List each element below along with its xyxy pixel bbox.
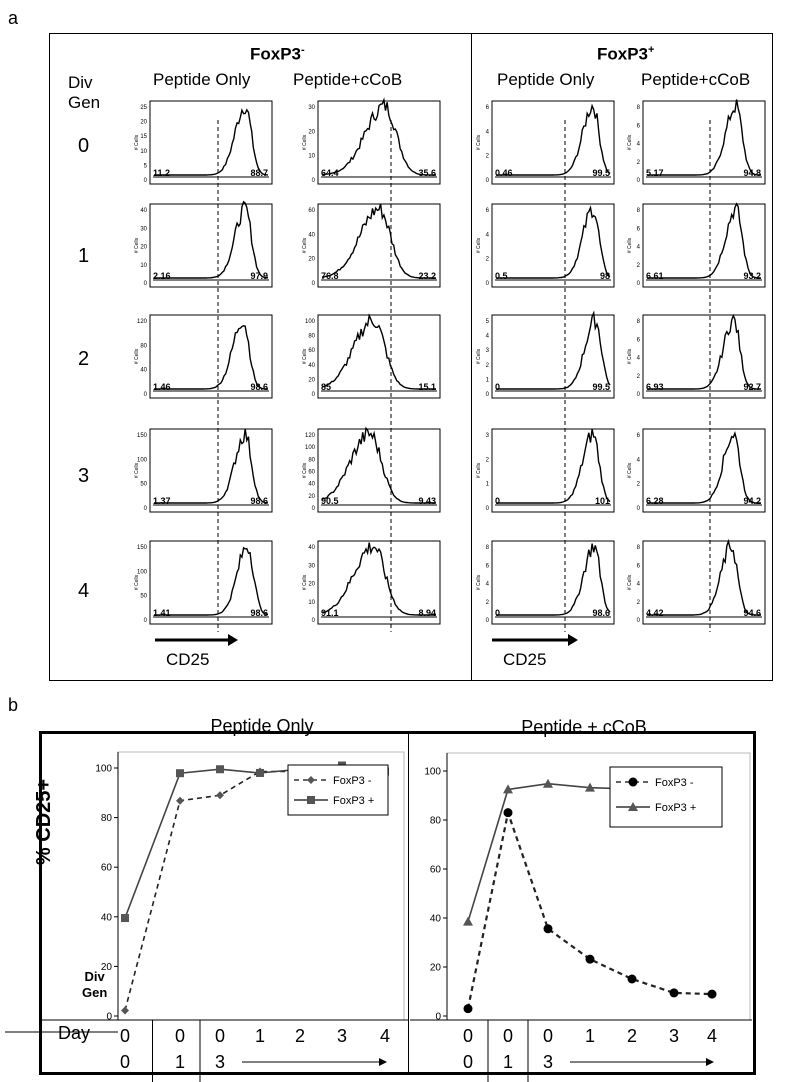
row-label-4: 4: [78, 580, 90, 602]
histogram-ytick: 8: [636, 208, 640, 214]
bottom-gen-label: Gen: [82, 985, 108, 1000]
histogram-ytick: 80: [308, 457, 315, 464]
panel-b-letter: b: [8, 695, 19, 715]
histogram-ytick: 0: [143, 392, 147, 398]
histogram-ytick: 8: [636, 105, 640, 111]
legend-label: FoxP3 +: [655, 802, 697, 814]
histogram-ytick: 4: [485, 581, 489, 588]
histogram-4-3: [627, 541, 765, 624]
histogram-right-pct: 98.6: [250, 496, 268, 506]
line-chart-layer: [5, 716, 752, 1082]
histogram-2-1: [302, 315, 440, 398]
histogram-right-pct: 99.5: [592, 382, 610, 392]
day-value: 3: [542, 1052, 554, 1072]
histogram-ytick: 0: [311, 618, 315, 624]
histogram-ytick: 60: [308, 348, 315, 355]
histogram-ytick: 100: [304, 445, 315, 452]
histogram-ytick: 8: [636, 319, 640, 325]
histogram-ytick: 0: [636, 618, 640, 624]
histogram-left-pct: 1.46: [153, 382, 171, 392]
day-arrow-head: [706, 1058, 714, 1066]
gen-value: 2: [294, 1026, 306, 1046]
legend-label: FoxP3 +: [333, 795, 375, 807]
histogram-ytick: 0: [485, 618, 489, 624]
histogram-ytick: 2: [636, 373, 640, 380]
histogram-4-1: [302, 541, 440, 624]
histogram-ytick: 4: [485, 129, 489, 136]
histogram-ytick: 120: [304, 433, 315, 439]
gen-value: 0: [462, 1026, 474, 1046]
day-value: 0: [462, 1052, 474, 1072]
histogram-ytick: 1: [485, 481, 489, 488]
histogram-curve: [647, 100, 761, 176]
histogram-ytick: 60: [308, 208, 315, 214]
y-tick-label: 60: [100, 862, 112, 874]
histogram-3-3: [627, 429, 765, 512]
gen-value: 0: [174, 1026, 186, 1046]
histogram-ytick: 4: [636, 355, 640, 362]
data-point: [216, 791, 224, 799]
histogram-ytick: 0: [311, 506, 315, 512]
data-point: [176, 797, 184, 805]
histogram-ytick: 3: [485, 433, 489, 439]
histogram-ytick: 3: [485, 348, 489, 355]
y-tick-label: 20: [100, 961, 112, 973]
histogram-curve: [496, 429, 610, 503]
histogram-left-pct: 4.42: [646, 608, 664, 618]
histogram-0-2: [476, 101, 614, 184]
histogram-ytick: 30: [308, 563, 315, 570]
data-point: [504, 808, 513, 817]
histogram-right-pct: 35.6: [418, 168, 436, 178]
histogram-ytick: 0: [636, 178, 640, 184]
histogram-curve: [647, 541, 761, 615]
histogram-left-pct: 1.41: [153, 608, 171, 618]
histogram-ytick: 4: [485, 232, 489, 239]
histogram-ytick: 0: [485, 506, 489, 512]
histogram-left-pct: 5.17: [646, 168, 664, 178]
histogram-ytick: 2: [485, 256, 489, 263]
histogram-right-pct: 94.8: [743, 168, 761, 178]
foxp3-neg-sup: -: [301, 44, 305, 56]
histogram-ytick: 0: [636, 506, 640, 512]
histogram-ytick: 10: [308, 599, 315, 606]
histogram-right-pct: 92.7: [743, 382, 761, 392]
histogram-4-0: [134, 541, 272, 624]
legend: [610, 767, 722, 827]
histogram-ytick: 6: [636, 563, 640, 570]
histogram-left-pct: 76.8: [321, 271, 339, 281]
histogram-ytick: 2: [636, 599, 640, 606]
histogram-right-pct: 94.2: [743, 496, 761, 506]
histogram-ylabel: # Cells: [302, 574, 308, 591]
histogram-ytick: 100: [136, 569, 147, 576]
histogram-ytick: 20: [308, 581, 315, 588]
histogram-ytick: 0: [485, 281, 489, 287]
histogram-ylabel: # Cells: [134, 348, 140, 365]
foxp3-neg-label: FoxP3: [250, 44, 302, 64]
histogram-ytick: 2: [485, 457, 489, 464]
histogram-curve: [647, 433, 761, 503]
row-label-2: 2: [78, 348, 90, 370]
histogram-curve: [154, 326, 268, 389]
y-tick-label: 20: [429, 962, 441, 974]
data-point: [176, 769, 184, 777]
gen-value: 3: [668, 1026, 680, 1046]
histogram-left-pct: 2.16: [153, 271, 171, 281]
histogram-curve: [322, 100, 436, 175]
histogram-left-pct: 0: [495, 608, 501, 618]
histogram-curve: [154, 548, 268, 615]
histogram-ytick: 2: [636, 262, 640, 269]
histogram-ylabel: # Cells: [302, 237, 308, 254]
histogram-curve: [322, 428, 436, 503]
histogram-ytick: 80: [308, 333, 315, 340]
histogram-curve: [322, 316, 436, 389]
histogram-left-pct: 6.61: [646, 271, 664, 281]
histogram-ytick: 2: [485, 362, 489, 369]
histogram-ytick: 4: [636, 457, 640, 464]
histogram-right-pct: 98.6: [250, 382, 268, 392]
histogram-1-3: [627, 204, 765, 287]
category-table-0: [40, 1020, 408, 1082]
histogram-right-pct: 99.5: [592, 168, 610, 178]
histogram-left-pct: 11.2: [153, 168, 171, 178]
data-point: [216, 765, 224, 773]
legend: [288, 765, 388, 815]
histogram-ytick: 4: [636, 244, 640, 251]
histogram-ytick: 150: [136, 433, 147, 439]
col-title-neg-cCoB: Peptide+cCoB: [293, 70, 403, 89]
histogram-ytick: 0: [311, 178, 315, 184]
histogram-ytick: 40: [308, 232, 315, 239]
histogram-ylabel: # Cells: [476, 237, 482, 254]
histogram-left-pct: 91.1: [321, 608, 339, 618]
gen-value: 0: [119, 1026, 131, 1046]
histogram-ylabel: # Cells: [302, 348, 308, 365]
histogram-2-0: [134, 315, 272, 398]
y-tick-label: 100: [95, 763, 112, 775]
histogram-ytick: 50: [140, 593, 147, 600]
data-point: [121, 914, 129, 922]
y-tick-label: 100: [424, 766, 441, 778]
histogram-2-3: [627, 315, 765, 398]
histogram-ytick: 20: [308, 129, 315, 136]
histogram-curve: [154, 202, 268, 278]
cd25-arrow-right-head: [568, 634, 578, 646]
histogram-ytick: 40: [308, 362, 315, 369]
gen-value: 0: [502, 1026, 514, 1046]
histogram-ytick: 120: [136, 319, 147, 325]
histogram-ytick: 20: [308, 493, 315, 500]
histogram-ytick: 0: [143, 618, 147, 624]
y-axis-label: % CD25+: [33, 778, 55, 866]
histogram-left-pct: 1.37: [153, 496, 171, 506]
histogram-curve: [322, 204, 436, 278]
histogram-right-pct: 15.1: [418, 382, 436, 392]
histogram-ytick: 80: [140, 343, 147, 350]
gen-value: 0: [214, 1026, 226, 1046]
histogram-ylabel: # Cells: [134, 574, 140, 591]
chart-title: Peptide Only: [210, 716, 314, 736]
gen-value: 1: [254, 1026, 266, 1046]
y-tick-label: 40: [100, 912, 112, 924]
histogram-ytick: 4: [485, 333, 489, 340]
histogram-ylabel: # Cells: [627, 574, 633, 591]
histogram-right-pct: 88.7: [250, 168, 268, 178]
histogram-right-pct: 101: [594, 496, 610, 506]
histogram-ytick: 6: [485, 105, 489, 111]
panel-a-letter: a: [8, 8, 19, 28]
histogram-ytick: 10: [140, 262, 147, 269]
div-label: Div: [68, 73, 93, 92]
row-label-0: 0: [78, 135, 90, 157]
bottom-divgen-label: [82, 969, 107, 1001]
histogram-ytick: 40: [308, 545, 315, 551]
data-point: [708, 990, 717, 999]
histogram-right-pct: 98.6: [250, 608, 268, 618]
histogram-left-pct: 6.93: [646, 382, 664, 392]
histogram-1-0: [134, 202, 272, 287]
histogram-ylabel: # Cells: [627, 237, 633, 254]
histogram-ytick: 15: [140, 134, 147, 141]
histogram-left-pct: 0.46: [495, 168, 513, 178]
col-title-neg-peptide: Peptide Only: [153, 70, 251, 89]
histogram-curve: [496, 208, 610, 278]
histogram-ytick: 5: [143, 163, 147, 170]
legend-marker: [629, 778, 638, 787]
histogram-ytick: 20: [308, 256, 315, 263]
y-tick-label: 60: [429, 864, 441, 876]
histogram-ylabel: # Cells: [302, 134, 308, 151]
gen-value: 3: [336, 1026, 348, 1046]
histogram-ytick: 0: [311, 281, 315, 287]
legend-label: FoxP3 -: [333, 775, 372, 787]
histogram-curve: [322, 543, 436, 615]
row-label-3: 3: [78, 465, 90, 487]
histogram-3-2: [476, 429, 614, 512]
histogram-ylabel: # Cells: [476, 574, 482, 591]
histogram-ytick: 6: [636, 337, 640, 344]
histogram-3-1: [302, 428, 440, 512]
histogram-ytick: 6: [485, 563, 489, 570]
legend-marker: [307, 796, 315, 804]
histogram-ytick: 2: [636, 481, 640, 488]
day-value: 1: [174, 1052, 186, 1072]
histogram-ytick: 4: [636, 141, 640, 148]
histogram-right-pct: 23.2: [418, 271, 436, 281]
histogram-ytick: 50: [140, 481, 147, 488]
gen-value: 0: [542, 1026, 554, 1046]
day-value: 1: [502, 1052, 514, 1072]
col-title-pos-peptide: Peptide Only: [497, 70, 595, 89]
histogram-ytick: 30: [140, 226, 147, 233]
histogram-ytick: 100: [304, 319, 315, 325]
gen-value: 2: [626, 1026, 638, 1046]
data-point: [628, 975, 637, 984]
histogram-curve: [496, 544, 610, 615]
histogram-ytick: 6: [636, 226, 640, 233]
category-table-1: [410, 1020, 752, 1082]
histogram-right-pct: 8.94: [418, 608, 436, 618]
y-tick-label: 0: [435, 1011, 441, 1023]
histogram-ylabel: # Cells: [627, 134, 633, 151]
histogram-curve: [496, 313, 610, 389]
histogram-ylabel: # Cells: [134, 237, 140, 254]
foxp3-pos-label: FoxP3: [597, 44, 649, 64]
histogram-curve: [647, 204, 761, 278]
histogram-curve: [647, 316, 761, 389]
histogram-right-pct: 94.6: [743, 608, 761, 618]
histogram-ytick: 25: [140, 105, 147, 111]
histogram-ytick: 150: [136, 545, 147, 551]
histogram-right-pct: 98.6: [592, 608, 610, 618]
y-tick-label: 80: [100, 813, 112, 825]
histogram-right-pct: 98: [599, 271, 610, 281]
gen-value: 4: [379, 1026, 391, 1046]
histogram-layer: [134, 100, 765, 625]
line-chart-1: [424, 717, 750, 1023]
histogram-ytick: 10: [308, 153, 315, 160]
histogram-right-pct: 9.43: [418, 496, 436, 506]
day-value: 0: [119, 1052, 131, 1072]
histogram-ytick: 2: [485, 599, 489, 606]
histogram-ylabel: # Cells: [476, 462, 482, 479]
histogram-ytick: 20: [140, 244, 147, 251]
histogram-ytick: 60: [308, 469, 315, 476]
histogram-ytick: 5: [485, 319, 489, 325]
histogram-left-pct: 90.5: [321, 496, 339, 506]
histogram-left-pct: 0: [495, 496, 501, 506]
gen-value: 1: [584, 1026, 596, 1046]
histogram-ylabel: # Cells: [476, 348, 482, 365]
histogram-ytick: 0: [143, 281, 147, 287]
chart-title: Peptide + cCoB: [521, 717, 647, 737]
histogram-ylabel: # Cells: [134, 462, 140, 479]
y-tick-label: 0: [106, 1011, 112, 1023]
histogram-3-0: [134, 429, 272, 512]
gen-value: 4: [706, 1026, 718, 1046]
data-point: [121, 1007, 129, 1015]
histogram-ytick: 6: [636, 123, 640, 130]
histogram-ytick: 20: [140, 119, 147, 126]
histogram-left-pct: 0.5: [495, 271, 508, 281]
cd25-label-right: CD25: [503, 650, 547, 669]
histogram-1-2: [476, 204, 614, 287]
foxp3-pos-sup: +: [648, 44, 655, 56]
histogram-curve: [496, 106, 610, 175]
histogram-ytick: 0: [143, 506, 147, 512]
histogram-left-pct: 64.4: [321, 168, 339, 178]
histogram-ylabel: # Cells: [134, 134, 140, 151]
series-line: [468, 813, 712, 1009]
row-label-1: 1: [78, 245, 90, 267]
histogram-ytick: 20: [308, 377, 315, 384]
histogram-ytick: 8: [485, 545, 489, 551]
histogram-curve: [154, 429, 268, 503]
panel-b-svg: [0, 690, 800, 1082]
histogram-ytick: 0: [311, 392, 315, 398]
histogram-ytick: 8: [636, 545, 640, 551]
histogram-2-2: [476, 313, 614, 398]
histogram-ylabel: # Cells: [627, 462, 633, 479]
col-title-pos-cCoB: Peptide+cCoB: [641, 70, 751, 89]
histogram-ytick: 0: [485, 178, 489, 184]
histogram-ytick: 0: [485, 392, 489, 398]
histogram-ytick: 0: [636, 281, 640, 287]
day-value: 3: [214, 1052, 226, 1072]
histogram-ylabel: # Cells: [627, 348, 633, 365]
histogram-ytick: 40: [140, 367, 147, 374]
y-tick-label: 40: [429, 913, 441, 925]
data-point: [464, 1004, 473, 1013]
legend-label: FoxP3 -: [655, 777, 694, 789]
cd25-label-left: CD25: [166, 650, 210, 669]
histogram-ytick: 2: [636, 159, 640, 166]
histogram-ytick: 40: [140, 208, 147, 214]
histogram-left-pct: 85: [321, 382, 332, 392]
histogram-right-pct: 97.9: [250, 271, 268, 281]
histogram-1-1: [302, 204, 440, 287]
histogram-4-2: [476, 541, 614, 624]
data-point: [463, 917, 473, 926]
histogram-ytick: 0: [636, 392, 640, 398]
series-0: [464, 808, 717, 1013]
histogram-ytick: 4: [636, 581, 640, 588]
gen-label: Gen: [68, 93, 101, 112]
histogram-0-3: [627, 100, 765, 185]
data-point: [256, 769, 264, 777]
legend-box: [610, 767, 722, 827]
histogram-ylabel: # Cells: [302, 462, 308, 479]
bottom-div-label: Div: [84, 969, 105, 984]
legend-box: [288, 765, 388, 815]
histogram-0-0: [134, 101, 272, 184]
histogram-right-pct: 93.2: [743, 271, 761, 281]
histogram-ytick: 0: [143, 178, 147, 184]
histogram-left-pct: 0: [495, 382, 501, 392]
histogram-ytick: 6: [485, 208, 489, 214]
histogram-ytick: 1: [485, 377, 489, 384]
histogram-left-pct: 6.28: [646, 496, 664, 506]
day-arrow-head: [379, 1058, 387, 1066]
histogram-curve: [154, 110, 268, 175]
data-point: [544, 924, 553, 933]
data-point: [670, 988, 679, 997]
cd25-arrow-left-head: [228, 634, 238, 646]
y-tick-label: 80: [429, 815, 441, 827]
line-chart-0: [95, 716, 404, 1023]
data-point: [586, 955, 595, 964]
histogram-ytick: 10: [140, 148, 147, 155]
histogram-0-1: [302, 100, 440, 184]
histogram-ytick: 100: [136, 457, 147, 464]
histogram-ytick: 30: [308, 105, 315, 111]
histogram-ytick: 2: [485, 153, 489, 160]
histogram-ytick: 40: [308, 481, 315, 488]
bottom-day-label: Day: [58, 1023, 91, 1043]
histogram-ytick: 6: [636, 433, 640, 439]
histogram-ylabel: # Cells: [476, 134, 482, 151]
